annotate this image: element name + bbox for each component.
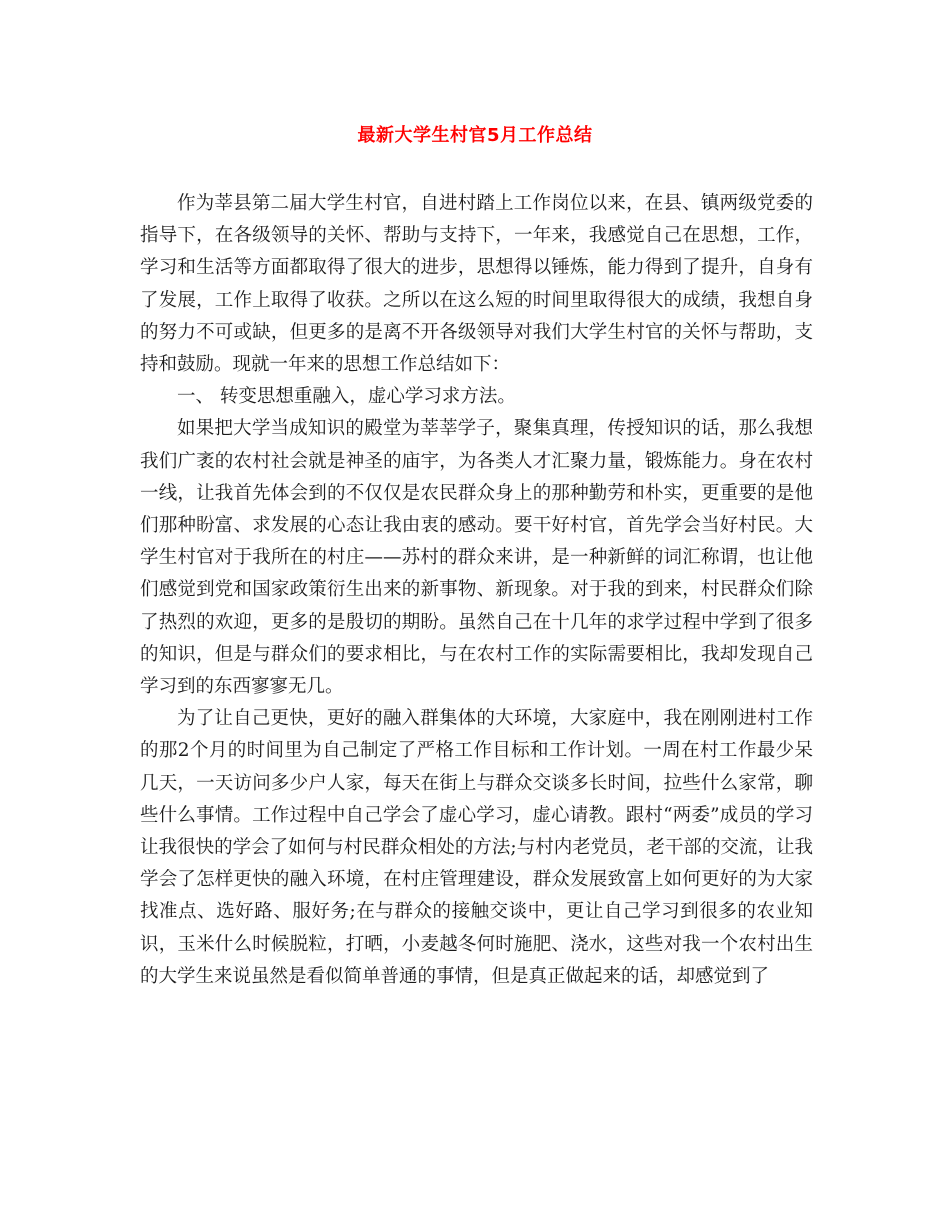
section-heading-1: 一、 转变思想重融入，虚心学习求方法。 <box>177 386 516 408</box>
paragraph-work-plan: 为了让自己更快，更好的融入群集体的大环境，大家庭中，我在刚刚进村工作的那2个月的时间里为自己制定了严格工作目标和工作计划。一周在村工作最少呆几天，一天访问多少户人家，每天在街上与群众交谈多长时间，拉些什么家常，聊些什么事情。工作过程中自己学会了虚心学习，虚心请教。跟村“两委”成员的学习让我很快的学会了如何与村民群众相处的方法;与村内老党员，老干部的交流，让我学会了怎样更快的融入环境，在村庄管理建设，群众发展致富上如何更好的为大家找准点、选好路、服好务;在与群众的接触交谈中，更让自己学习到很多的农业知识，玉米什么时候脱粒，打晒，小麦越冬何时施肥、浇水，这些对我一个农村出生的大学生来说虽然是看似简单普通的事情，但是真正做起来的话，却感觉到了 <box>140 708 813 987</box>
document-body <box>140 188 813 993</box>
paragraph-intro: 作为莘县第二届大学生村官，自进村踏上工作岗位以来，在县、镇两级党委的指导下，在各级领导的关怀、帮助与支持下，一年来，我感觉自己在思想，工作，学习和生活等方面都取得了很大的进步，思想得以锤炼，能力得到了提升，自身有了发展，工作上取得了收获。之所以在这么短的时间里取得很大的成绩，我想自身的努力不可或缺，但更多的是离不开各级领导对我们大学生村官的关怀与帮助，支持和鼓励。现就一年来的思想工作总结如下： <box>140 193 813 376</box>
paragraph-village-life: 如果把大学当成知识的殿堂为莘莘学子，聚集真理，传授知识的话，那么我想我们广袤的农村社会就是神圣的庙宇，为各类人才汇聚力量，锻炼能力。身在农村一线，让我首先体会到的不仅仅是农民群众身上的那种勤劳和朴实，更重要的是他们那种盼富、求发展的心态让我由衷的感动。要干好村官，首先学会当好村民。大学生村官对于我所在的村庄——苏村的群众来讲，是一种新鲜的词汇称谓，也让他们感觉到党和国家政策衍生出来的新事物、新现象。对于我的到来，村民群众们除了热烈的欢迎，更多的是殷切的期盼。虽然自己在十几年的求学过程中学到了很多的知识，但是与群众们的要求相比，与在农村工作的实际需要相比，我却发现自己学习到的东西寥寥无几。 <box>140 418 813 698</box>
document-title: 最新大学生村官5月工作总结 <box>357 125 593 146</box>
